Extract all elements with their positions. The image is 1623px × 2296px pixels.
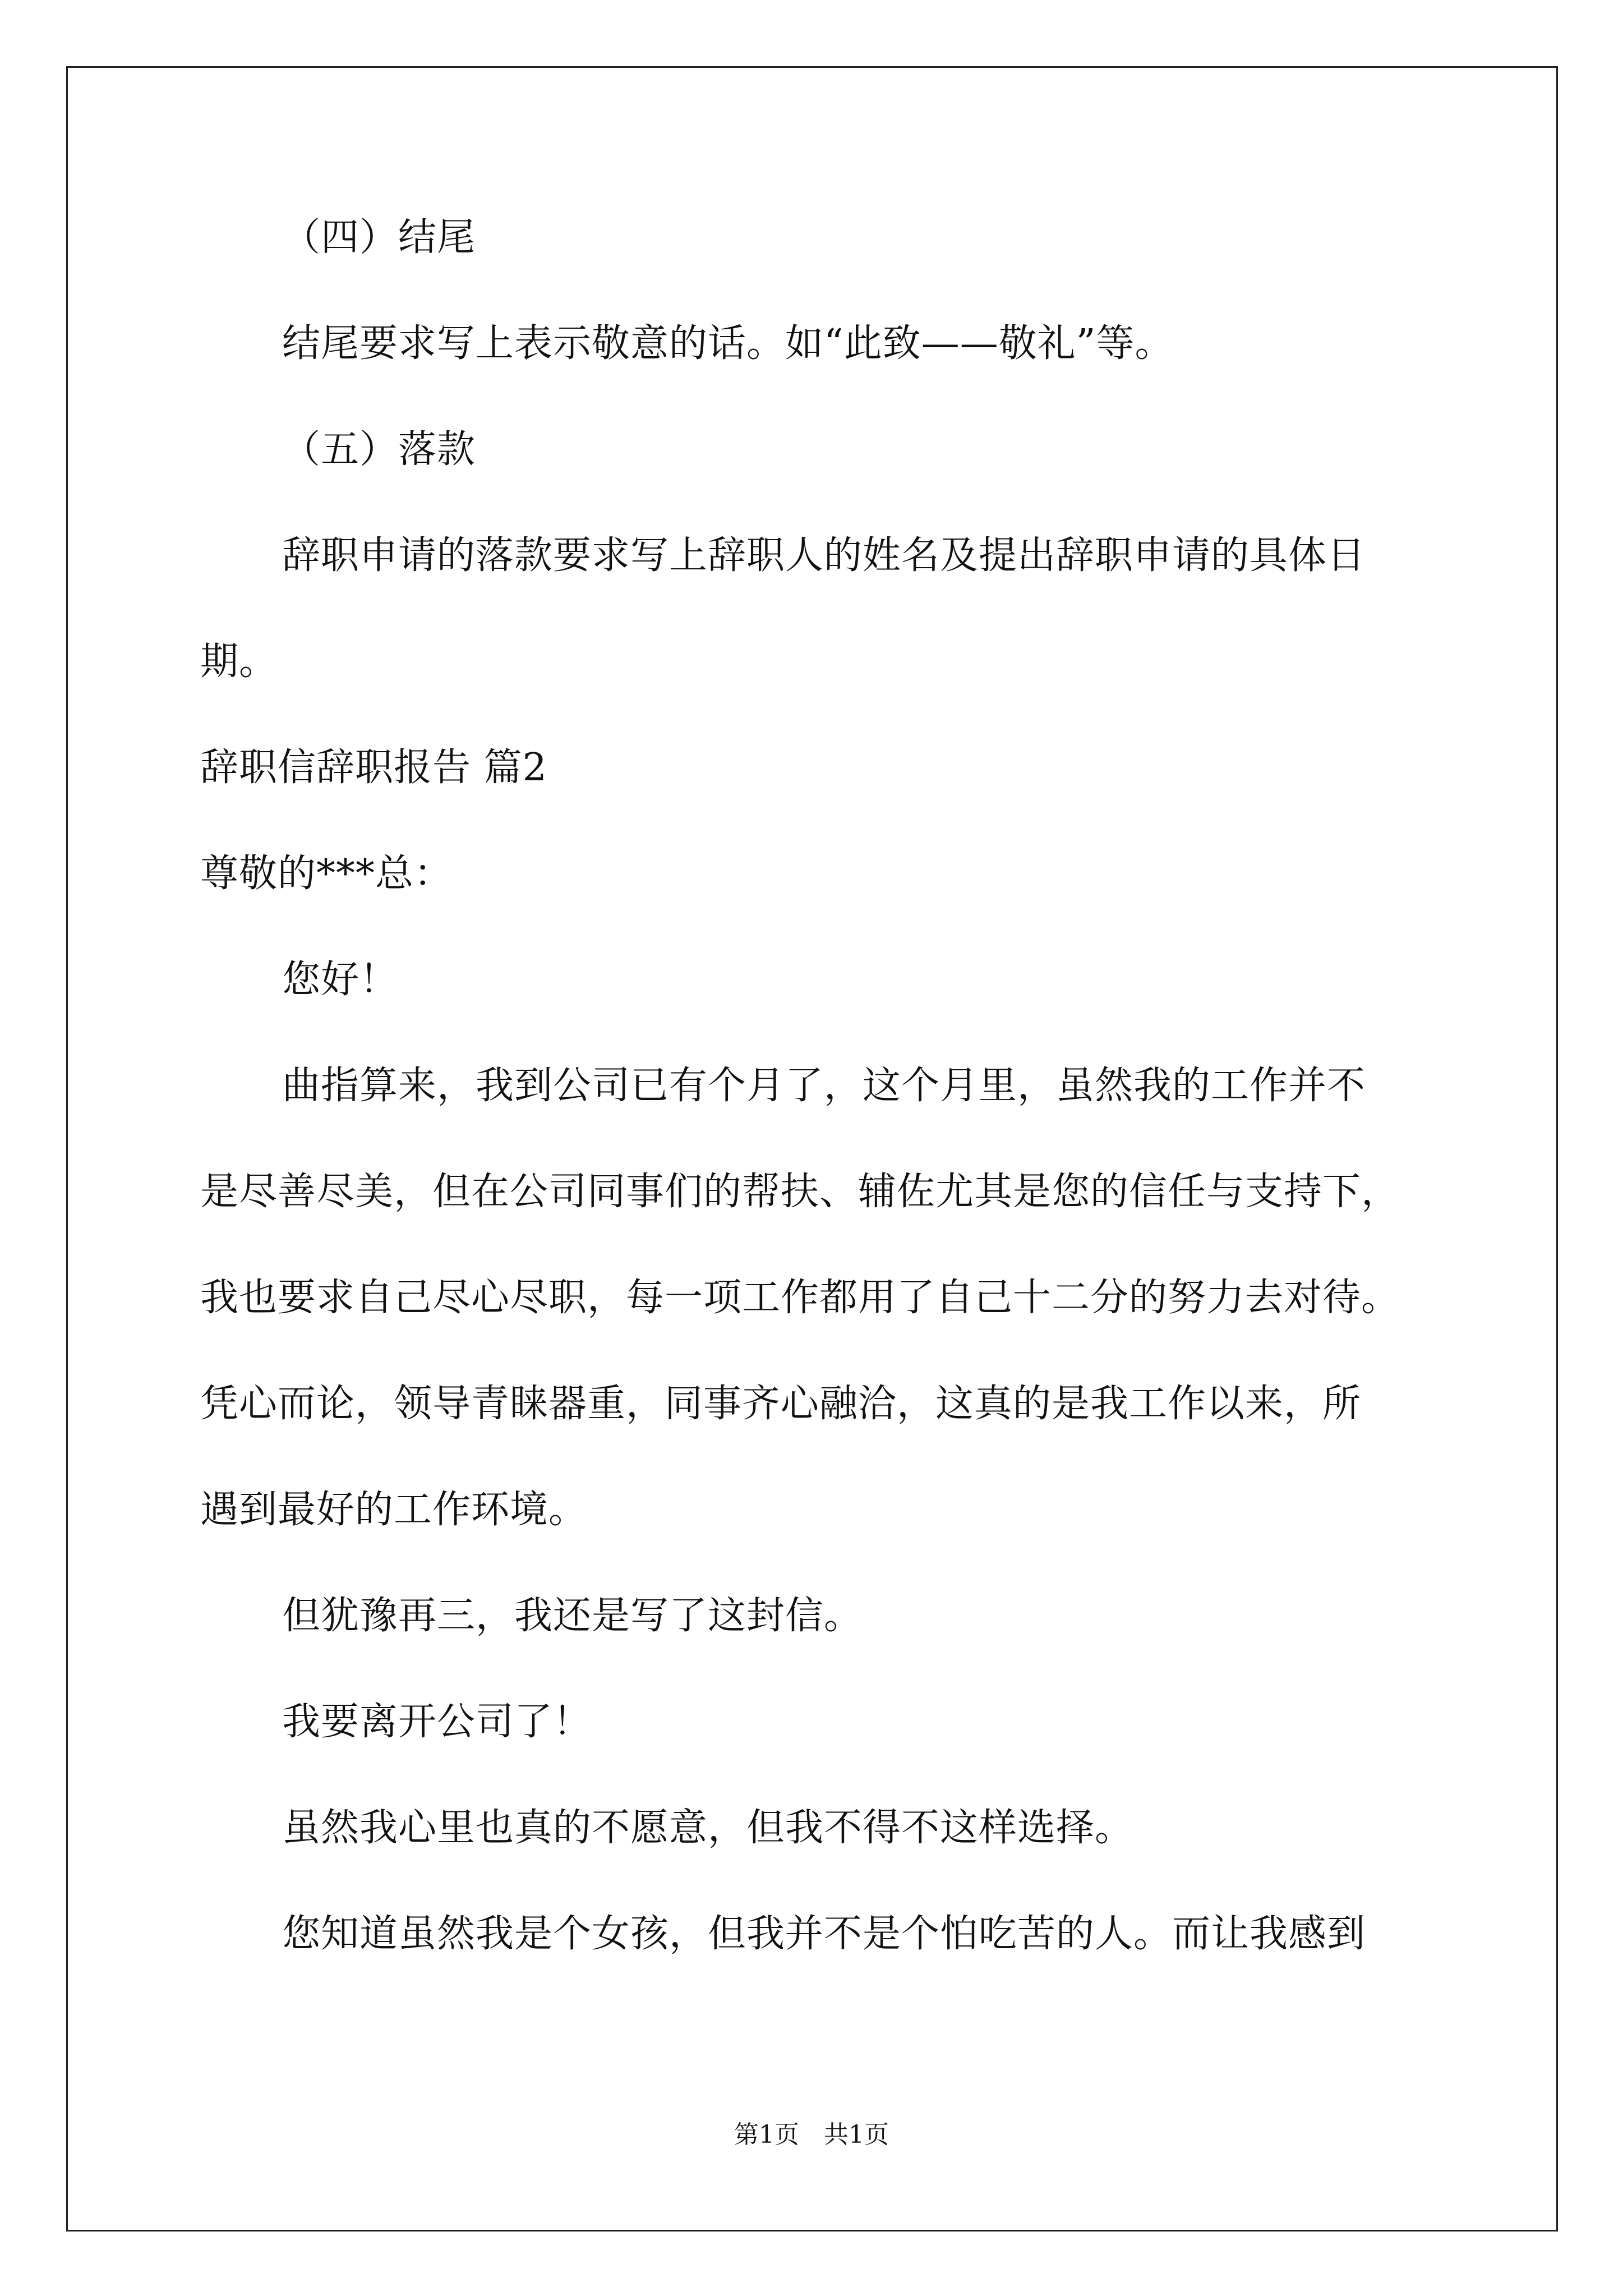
paragraph-reason-line-1: 您知道虽然我是个女孩，但我并不是个怕吃苦的人。而让我感到 bbox=[282, 1912, 1366, 1956]
paragraph-signature-line-1: 辞职申请的落款要求写上辞职人的姓名及提出辞职申请的具体日 bbox=[282, 533, 1366, 578]
section-heading-ending: （四）结尾 bbox=[282, 215, 476, 260]
paragraph-body-line-1: 曲指算来，我到公司已有个月了，这个月里，虽然我的工作并不 bbox=[282, 1064, 1366, 1108]
paragraph-body-line-5: 遇到最好的工作环境。 bbox=[200, 1488, 588, 1532]
letter-title: 辞职信辞职报告 篇2 bbox=[200, 746, 547, 790]
section-heading-signature: （五）落款 bbox=[282, 427, 476, 472]
page-footer: 第1页 共1页 bbox=[734, 2120, 889, 2149]
paragraph-body-line-2: 是尽善尽美，但在公司同事们的帮扶、辅佐尤其是您的信任与支持下， bbox=[200, 1170, 1400, 1214]
paragraph-body-line-3: 我也要求自己尽心尽职，每一项工作都用了自己十二分的努力去对待。 bbox=[200, 1276, 1400, 1320]
paragraph-reluctance: 虽然我心里也真的不愿意，但我不得不这样选择。 bbox=[282, 1806, 1134, 1850]
paragraph-hesitation: 但犹豫再三，我还是写了这封信。 bbox=[282, 1594, 863, 1638]
salutation: 尊敬的***总： bbox=[200, 852, 453, 896]
paragraph-signature-line-2: 期。 bbox=[200, 639, 278, 684]
paragraph-leaving: 我要离开公司了！ bbox=[282, 1700, 592, 1744]
paragraph-ending: 结尾要求写上表示敬意的话。如“此致——敬礼”等。 bbox=[282, 321, 1174, 366]
greeting: 您好！ bbox=[282, 958, 399, 1002]
page-border bbox=[66, 66, 1558, 2231]
paragraph-body-line-4: 凭心而论，领导青睐器重，同事齐心融洽，这真的是我工作以来，所 bbox=[200, 1382, 1362, 1426]
